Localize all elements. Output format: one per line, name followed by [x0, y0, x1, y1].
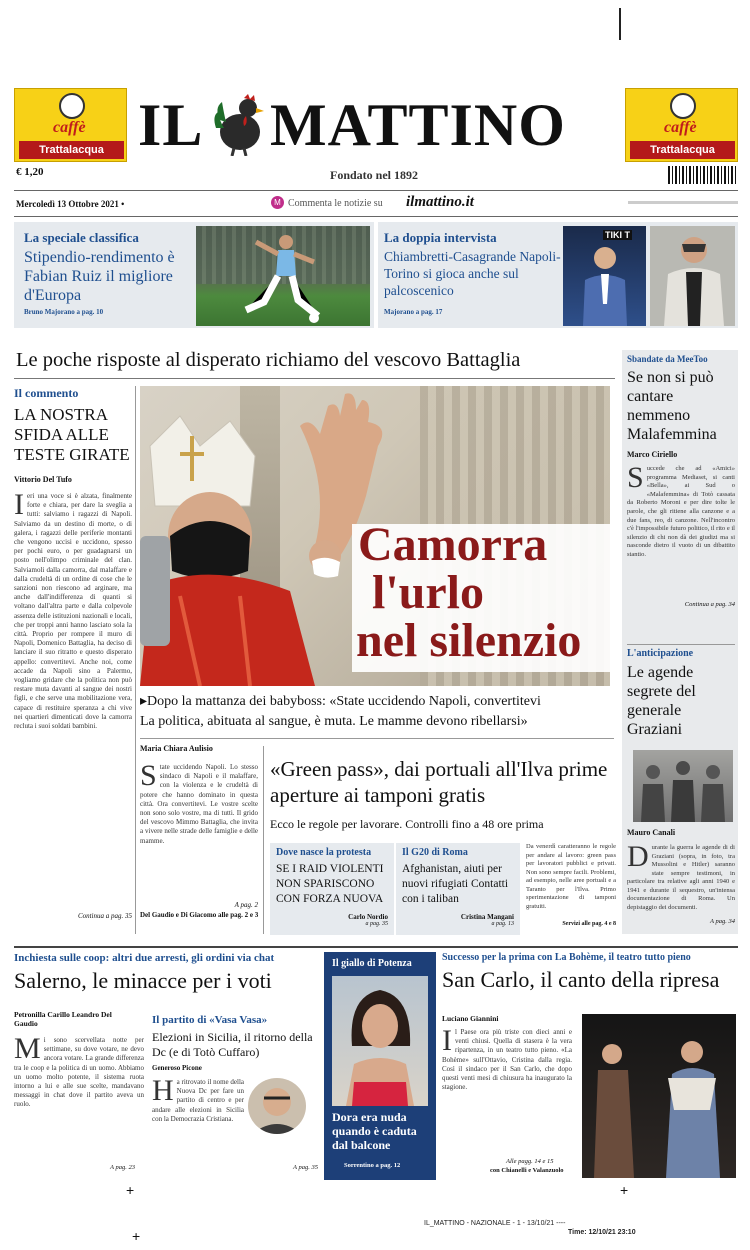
- lead-headline-3: nel silenzio: [356, 614, 582, 667]
- greenpass-column[interactable]: [526, 843, 616, 935]
- dora-photo: [332, 976, 428, 1106]
- battaglia-continues: A pag. 2: [234, 901, 258, 909]
- giallo-box[interactable]: [324, 952, 436, 1180]
- salerno-authors: Petronilla Carillo Leandro Del Gaudio: [14, 1010, 112, 1028]
- masthead-fineprint: [628, 201, 738, 204]
- sancarlo-title: San Carlo, il canto della ripresa: [442, 967, 720, 992]
- lead-deck-2: La politica, abituata al sangue, è muta. Le mamme devono ribellarsi»: [140, 714, 528, 729]
- anticipazione-kicker: L'anticipazione: [627, 648, 694, 659]
- sidebar-sfogo[interactable]: [627, 354, 735, 644]
- commento-author: Vittorio Del Tufo: [14, 475, 72, 484]
- generals-icon: [633, 750, 733, 822]
- salerno-body: Mi sono scervellata notte per settimane, su dove votare, ne devo ancora votare. La grande differenza tra le coop e la politica di un uomo. Abbiamo un uomo molto potente, il sistema ruota intorno a lui e alle sue scelte, mandavano messaggi in chat dove il partito aveva un ruolo.: [14, 1036, 144, 1109]
- football-photo: [196, 226, 370, 326]
- player-icon: [234, 232, 324, 324]
- giallo-title: Dora era nuda quando è caduta dal balcone: [332, 1110, 417, 1152]
- g20-page: a pag. 13: [491, 921, 514, 927]
- sfogo-kicker: Sbandate da MeeToo: [627, 354, 708, 364]
- partito-author: Generoso Picone: [152, 1064, 202, 1072]
- salerno-kicker: Inchiesta sulle coop: altri due arresti, gli ordini via chat: [14, 952, 275, 964]
- price: € 1,20: [16, 166, 44, 178]
- battaglia-credits: Del Gaudio e Di Giacomo alle pag. 2 e 3: [140, 911, 258, 919]
- ad-left-bottom: Trattalacqua: [19, 141, 124, 159]
- sancarlo-body: Il Paese ora più triste con dieci anni e venti chiusi. Quella di stasera è la vera ripartenza, in un teatro tutto pieno. «La Bohème» sull'Ottavio, Cristina dalla regia. Così il sindaco per il San Carlo, che dopo questi venti mesi di chiusura ha inaugurato la stagione.: [442, 1028, 572, 1092]
- giallo-byline: Sorrentino a pag. 12: [344, 1162, 401, 1169]
- mascot-icon: [59, 93, 85, 119]
- footer-code: IL_MATTINO - NAZIONALE - 1 - 13/10/21 ----: [424, 1220, 566, 1227]
- sancarlo-kicker: Successo per la prima con La Bohème, il teatro tutto pieno: [442, 952, 691, 963]
- greenpass-title[interactable]: «Green pass», dai portuali all'Ilva prime aperture ai tamponi gratis: [270, 757, 608, 807]
- greenpass-continues: Servizi alle pag. 4 e 8: [562, 921, 616, 927]
- commento-kicker: Il commento: [14, 386, 79, 400]
- subitem-protesta[interactable]: [270, 843, 394, 935]
- ad-right-bottom: Trattalacqua: [630, 141, 735, 159]
- anticipazione-title: Le agende segrete del generale Graziani: [627, 664, 696, 738]
- graziani-photo: [633, 750, 733, 822]
- teaser-right-kicker: La doppia intervista: [384, 230, 497, 245]
- cuffaro-portrait-icon: [248, 1078, 306, 1134]
- founded-line: Fondato nel 1892: [330, 168, 419, 182]
- ad-left: [14, 88, 127, 162]
- site-link[interactable]: ilmattino.it: [406, 194, 474, 210]
- commento-dropcap: I: [14, 492, 24, 521]
- commento-body: Ieri una voce si è alzata, finalmente forte e chiara, per dare la sveglia a tutti: salviamo i ragazzi di Napoli. Salviamo da un destino di morte, o di galera, i ragazzi delle periferie montanti che vengono uccisi e uccidono, spesso per pochi euro, o per guadagnarsi un posto nell'olimpo criminale del clan. Salviamoli dalla camorra, dal malaffare e dalla crudeltà di un ordine di cose che le sanzioni non riescono ad arginare, ma anche dall'indifferenza di quanti si voltano dall'altra parte e dalla colpevole assenza delle istituzioni nazionali e locali, che per troppi anni hanno lasciato sola la città. Proprio per rompere il muro di Napoli, Domenico Battaglia, ha deciso di lanciare il suo ritratto e questo disperato appello: convertitevi. Anche noi, come accade da Napoli sino a Palermo, vogliamo gridare che la politica non può restare muta davanti al sangue dei nostri figli, e che serve una mobilitazione vera, capace di restituire speranza a chi vive nei quartieri dimenticati dove la camorra recluta i suoi soldati bambini.: [14, 492, 132, 731]
- sancarlo-continues: Alle pagg. 14 e 15: [506, 1158, 554, 1165]
- teaser-left-kicker: La speciale classifica: [24, 230, 139, 245]
- teaser-left-title: Stipendio-rendimento è Fabian Ruiz il migliore d'Europa: [24, 249, 175, 304]
- comment-icon: M: [271, 196, 284, 209]
- partito-page: A pag. 35: [293, 1164, 318, 1171]
- teaser-right-byline: Majorano a pag. 17: [384, 308, 443, 316]
- actor-icon: [658, 234, 728, 326]
- sfogo-continues: Continua a pag. 34: [684, 601, 735, 608]
- sfogo-author: Marco Ciriello: [627, 450, 678, 459]
- lead-headline-2: l'urlo: [372, 566, 485, 619]
- subitem-g20[interactable]: [396, 843, 520, 935]
- battaglia-column[interactable]: [140, 744, 258, 934]
- masthead-title-right: MATTINO: [270, 92, 566, 158]
- issue-date: Mercoledì 13 Ottobre 2021 •: [16, 199, 125, 209]
- commento-column[interactable]: [14, 384, 132, 934]
- ad-right-top: caffè: [664, 119, 697, 136]
- g20-title: Afghanistan, aiuti per nuovi rifugiati Contatti con i taliban: [402, 863, 509, 905]
- crop-mark-right: +: [620, 1182, 629, 1198]
- lead-overline: Le poche risposte al disperato richiamo del vescovo Battaglia: [16, 349, 521, 371]
- chiambretti-photo: [563, 226, 646, 326]
- anticipazione-dropcap: D: [627, 844, 649, 873]
- giallo-kicker: Il giallo di Potenza: [332, 958, 412, 969]
- partito-title: Elezioni in Sicilia, il ritorno della Dc (e di Totò Cuffaro): [152, 1030, 313, 1059]
- sancarlo-dropcap: I: [442, 1028, 452, 1057]
- salerno-title: Salerno, le minacce per i voti: [14, 968, 272, 993]
- presenter-icon: [573, 244, 637, 326]
- teaser-right-title: Chiambretti-Casagrande Napoli-Torino si gioca anche sul palcoscenico: [384, 249, 561, 298]
- anticipazione-author: Mauro Canali: [627, 828, 676, 837]
- anticipazione-body: Durante la guerra le agende di di Graziani (sopra, in foto, tra Mussolini e Hitler) saranno state sempre testimoni, in particolare tra relative agli anni 1940 e 1941 e durante il sequestro, un'intensa documentazione di Roma. Un depistaggio dei documenti.: [627, 844, 735, 911]
- greenpass-subtitle: Ecco le regole per lavorare. Controlli fino a 48 ore prima: [270, 817, 544, 831]
- top-crop-mark: [619, 8, 621, 40]
- bottom-left-story[interactable]: [14, 952, 320, 1184]
- protesta-byline: Carlo Nordio: [348, 913, 388, 921]
- sfogo-body: Succede che ad «Amici» programma Mediaset, si canti «Bella», ai Sud o «Malafemmina» di Totò cassata da Roberto Moroni e per dire tolte le parole, che gli ritiene alla canzone e a due fans, reo, di canzone. Nell'incontro c'è l'impossibile futuro politico, il rito e il silenzio di chi non dà dei giudizi ma si nasconde dietro il vuoto di un dibattito stantio.: [627, 465, 735, 558]
- tv-screen-label: TIKI T: [605, 230, 630, 240]
- sancarlo-author: Luciano Giannini: [442, 1014, 499, 1023]
- mascot-icon: [670, 93, 696, 119]
- rooster-icon: [212, 94, 270, 156]
- battaglia-body: State uccidendo Napoli. Lo stesso sindaco di Napoli e il malaffare, con la violenza e le crudeltà di potere che hanno dominato in questa città. Ora convertitevi. Le vostre scelte non sono solo vostre, ma di tutti. Il grido del vescovo Mimmo Battaglia, che invita a vivere nelle strade delle famiglie e delle mamme.: [140, 763, 258, 845]
- g20-kicker: Il G20 di Roma: [402, 847, 468, 858]
- masthead-title-left: IL: [138, 92, 204, 158]
- footer-time: Time: 12/10/21 23:10: [568, 1229, 636, 1236]
- casagrande-photo: [650, 226, 735, 326]
- salerno-continues: A pag. 23: [110, 1164, 135, 1171]
- protesta-kicker: Dove nasce la protesta: [276, 847, 372, 858]
- opera-singers-icon: [582, 1014, 736, 1178]
- bottom-right-story[interactable]: [442, 952, 738, 1184]
- partito-box[interactable]: [152, 1014, 320, 1178]
- comment-prefix: Commenta le notizie su: [288, 198, 383, 209]
- lead-headline-1: Camorra: [358, 518, 548, 571]
- sfogo-title: Se non si può cantare nemmeno Malafemmina: [627, 369, 717, 443]
- bishop-photo: [140, 386, 610, 686]
- battaglia-dropcap: S: [140, 763, 157, 792]
- ad-right: [625, 88, 738, 162]
- partito-kicker: Il partito di «Vasa Vasa»: [152, 1014, 268, 1026]
- crop-mark-bottom: +: [132, 1228, 141, 1244]
- protesta-title: SE I RAID VIOLENTI NON SPARISCONO CON FORZA NUOVA: [276, 863, 384, 905]
- teaser-left-byline: Bruno Majorano a pag. 10: [24, 308, 104, 316]
- anticipazione-continues: A pag. 34: [710, 918, 735, 925]
- barcode-icon: [668, 166, 738, 184]
- boheme-photo: [582, 1014, 736, 1178]
- sancarlo-credits: con Chianelli e Valanzuolo: [490, 1167, 564, 1174]
- ad-left-top: caffè: [53, 119, 86, 136]
- cuffaro-photo: [248, 1078, 306, 1134]
- crop-mark-left: +: [126, 1182, 135, 1198]
- salerno-dropcap: M: [14, 1036, 41, 1065]
- partito-dropcap: H: [152, 1078, 174, 1107]
- sfogo-dropcap: S: [627, 465, 644, 494]
- commento-continues: Continua a pag. 35: [77, 912, 132, 920]
- commento-title: LA NOSTRA SFIDA ALLE TESTE GIRATE: [14, 405, 130, 464]
- lead-deck-1: ▸Dopo la mattanza dei babyboss: «State uccidendo Napoli, convertitevi: [140, 694, 541, 709]
- battaglia-author: Maria Chiara Aulisio: [140, 744, 213, 753]
- partito-body: Ha ritrovato il nome della Nuova Dc per fare un partito di centro e per andare alle elezioni in Sicilia con la Democrazia Cristiana.: [152, 1078, 244, 1123]
- sidebar-anticipazione[interactable]: [627, 648, 735, 934]
- dora-portrait-icon: [332, 976, 428, 1106]
- masthead-title: [138, 92, 618, 158]
- g20-byline: Cristina Mangani: [460, 913, 514, 921]
- greenpass-body: Da venerdì caratteranno le regole per andare al lavoro: green pass per lavoratori pubblici e privati. Non sono sempre facili. Problemi, ad esempio, nelle aree portuali e a Taranto per l'Ilva. Primo sperimentazione di tamponi gratuiti.: [526, 843, 616, 910]
- protesta-page: a pag. 35: [365, 921, 388, 927]
